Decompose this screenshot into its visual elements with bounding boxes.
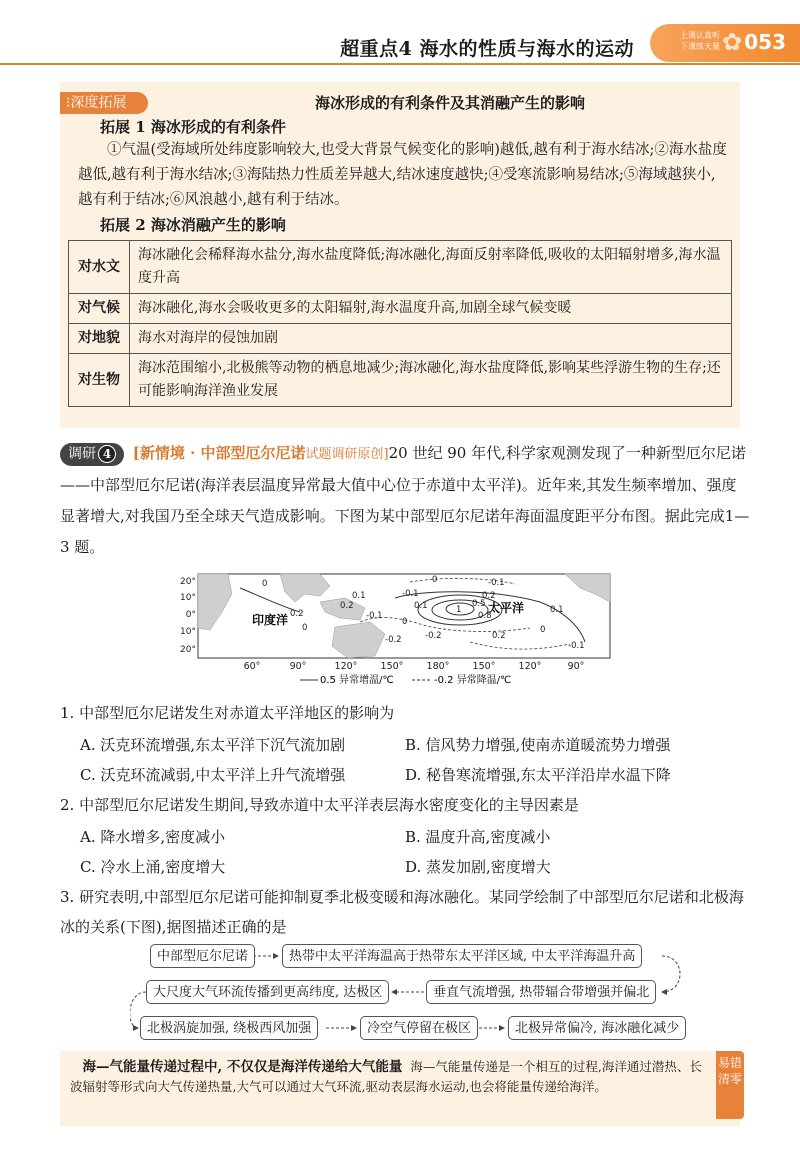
- extension-subtitle-2: 拓展 2 海冰消融产生的影响: [100, 216, 286, 234]
- footer-body: 海—气能量传递是一个相互的过程,海洋通过潜热、长波辐射等形式向大气传递热量,大气可以通过大气环流,驱动表层海水运动,也会将能量传递给海洋。: [70, 1059, 702, 1094]
- region-label: 太平洋: [488, 601, 525, 615]
- lon-label: 150°: [380, 661, 404, 672]
- lat-label: 20°: [180, 645, 196, 655]
- flow-box-cold-air: 冷空气停留在极区: [360, 1016, 478, 1040]
- contour-label: -0.1: [568, 641, 585, 651]
- contour-label: 0.8: [478, 611, 492, 621]
- contour-label: 0: [540, 625, 546, 635]
- question-1-option-a[interactable]: A. 沃克环流增强,东太平洋下沉气流加剧: [80, 736, 346, 754]
- legend-dashed-label: -0.2 异常降温/℃: [434, 675, 512, 686]
- sst-anomaly-map: [170, 572, 630, 687]
- question-1-option-c[interactable]: C. 沃克环流减弱,中太平洋上升气流增强: [80, 766, 346, 784]
- question-2-option-b[interactable]: B. 温度升高,密度减小: [405, 828, 551, 846]
- badge-motto: [680, 30, 720, 52]
- contour-label: -0.1: [366, 611, 383, 621]
- contour-label: -0.1: [488, 578, 505, 588]
- table-cell: 海水对海岸的侵蚀加剧: [130, 324, 732, 354]
- extension-tag: ⁝深度拓展: [60, 92, 148, 114]
- table-cell: 海冰范围缩小,北极熊等动物的栖息地减少;海冰融化,海水盐度降低,影响某些浮游生物的生存;还可能影响海洋渔业发展: [130, 354, 732, 407]
- contour-label: 0: [402, 617, 408, 627]
- table-head: 对水文: [69, 241, 130, 294]
- lon-label: 120°: [334, 661, 358, 672]
- contour-label: 1: [456, 605, 462, 615]
- extension-paragraph: ①气温(受海域所处纬度影响较大,也受大背景气候变化的影响)越低,越有利于海水结冰;②海水盐度越低,越有利于海水结冰;③海陆热力性质差异越大,结冰速度越快;④受寒流影响易结冰;⑤海域越狭小,越有利于结冰;⑥风浪越小,越有利于结冰。: [78, 142, 727, 208]
- footer-tab: 易错清零: [716, 1051, 744, 1119]
- lon-label: 120°: [518, 661, 542, 672]
- research-number: 4: [98, 445, 116, 463]
- contour-label: 0: [432, 575, 438, 585]
- contour-label: 0.1: [352, 591, 366, 601]
- badge-motto-line1: 上课认真听: [680, 31, 720, 40]
- table-row: [69, 241, 732, 294]
- contour-label: 0.2: [492, 631, 506, 641]
- research-label: [60, 443, 124, 466]
- table-head: 对地貌: [69, 324, 130, 354]
- contour-label: 0.2: [290, 609, 304, 619]
- chapter-title: 超重点4 海水的性质与海水的运动: [340, 38, 634, 60]
- contour-label: 0: [302, 623, 308, 633]
- table-head: 对气候: [69, 294, 130, 324]
- flow-box-circulation: 大尺度大气环流传播到更高纬度, 达极区: [146, 980, 389, 1004]
- lon-label: 90°: [289, 661, 307, 672]
- lon-label: 150°: [472, 661, 496, 672]
- table-cell: 海冰融化会稀释海水盐分,海水盐度降低;海冰融化,海面反射率降低,吸收的太阳辐射增多,海水温度升高: [130, 241, 732, 294]
- question-1-stem: 1. 中部型厄尔尼诺发生对赤道太平洋地区的影响为: [60, 704, 395, 722]
- flow-box-sst: 热带中太平洋海温高于热带东太平洋区域, 中太平洋海温升高: [282, 944, 642, 968]
- flow-box-sea-ice: 北极异常偏冷, 海冰融化减少: [508, 1016, 686, 1040]
- question-3-stem: 3. 研究表明,中部型厄尔尼诺可能抑制夏季北极变暖和海冰融化。某同学绘制了中部型厄尔尼诺和北极海冰的关系(下图),据图描述正确的是: [60, 888, 744, 936]
- footer-note: [60, 1051, 740, 1126]
- lon-labels: [244, 661, 585, 672]
- contour-label: -0.1: [402, 589, 419, 599]
- contour-label: 0.2: [340, 601, 354, 611]
- question-2-option-a[interactable]: A. 降水增多,密度减小: [80, 828, 226, 846]
- lon-label: 90°: [567, 661, 585, 672]
- research-tag: [新情境 · 中部型厄尔尼诺: [132, 444, 306, 462]
- lat-labels: [180, 577, 196, 655]
- flow-box-el-nino: 中部型厄尔尼诺: [150, 944, 255, 968]
- lat-label: 20°: [180, 577, 196, 587]
- question-2-option-c[interactable]: C. 冷水上涌,密度增大: [80, 858, 226, 876]
- flow-box-convection: 垂直气流增强, 热带辐合带增强并偏北: [426, 980, 656, 1004]
- impact-table: [68, 240, 732, 407]
- question-2-stem: 2. 中部型厄尔尼诺发生期间,导致赤道中太平洋表层海水密度变化的主导因素是: [60, 796, 579, 814]
- lat-label: 10°: [180, 627, 196, 637]
- extension-subtitle-1: 拓展 1 海冰形成的有利条件: [100, 118, 286, 136]
- research-intro: [60, 438, 750, 563]
- table-row: [69, 294, 732, 324]
- lat-label: 0°: [185, 610, 196, 620]
- contour-label: 0.2: [482, 591, 496, 601]
- question-1-option-b[interactable]: B. 信风势力增强,使南赤道暖流势力增强: [405, 736, 671, 754]
- page-badge: [650, 24, 800, 62]
- region-label: 印度洋: [252, 613, 289, 627]
- contour-label: 0.1: [550, 605, 564, 615]
- extension-title: 海冰形成的有利条件及其消融产生的影响: [314, 94, 585, 112]
- research-label-text: 调研: [68, 446, 96, 462]
- extension-tag-label: 深度拓展: [70, 95, 127, 111]
- contour-label: 0.5: [472, 599, 486, 609]
- contour-label: 0.1: [414, 601, 428, 611]
- table-cell: 海冰融化,海水会吸收更多的太阳辐射,海水温度升高,加剧全球气候变暖: [130, 294, 732, 324]
- table-row: [69, 354, 732, 407]
- footer-bold: 海—气能量传递过程中, 不仅仅是海洋传递给大气能量: [82, 1059, 403, 1075]
- flower-icon: ✿: [722, 28, 743, 56]
- contour-label: -0.2: [385, 635, 402, 645]
- question-1-option-d[interactable]: D. 秘鲁寒流增强,东太平洋沿岸水温下降: [405, 766, 671, 784]
- flowchart: [130, 942, 690, 1047]
- page-number: 053: [744, 30, 786, 54]
- footer-text: [70, 1057, 710, 1097]
- lon-label: 60°: [243, 661, 261, 672]
- question-2-option-d[interactable]: D. 蒸发加剧,密度增大: [405, 858, 551, 876]
- table-head: 对生物: [69, 354, 130, 407]
- lon-label: 180°: [426, 661, 450, 672]
- header-divider: [0, 63, 800, 65]
- contour-label: 0: [262, 579, 268, 589]
- page-header: [0, 0, 800, 70]
- contour-label: -0.2: [425, 631, 442, 641]
- research-tag-sub: 试题调研原创]: [305, 447, 389, 462]
- lat-label: 10°: [180, 593, 196, 603]
- extension-panel: [60, 82, 740, 428]
- flow-box-vortex: 北极涡旋加强, 绕极西风加强: [140, 1016, 318, 1040]
- table-row: [69, 324, 732, 354]
- badge-motto-line2: 下课练天量: [680, 42, 720, 51]
- research-text: 20 世纪 90 年代,科学家观测发现了一种新型厄尔尼诺——中部型厄尔尼诺(海洋表层温度异常最大值中心位于赤道中太平洋)。近年来,其发生频率增加、强度显著增大,对我国乃至全球天气造成影响。下图为某中部型厄尔尼诺年海面温度距平分布图。据此完成1—3 题。: [60, 444, 750, 556]
- legend-solid-label: 0.5 异常增温/℃: [320, 675, 394, 686]
